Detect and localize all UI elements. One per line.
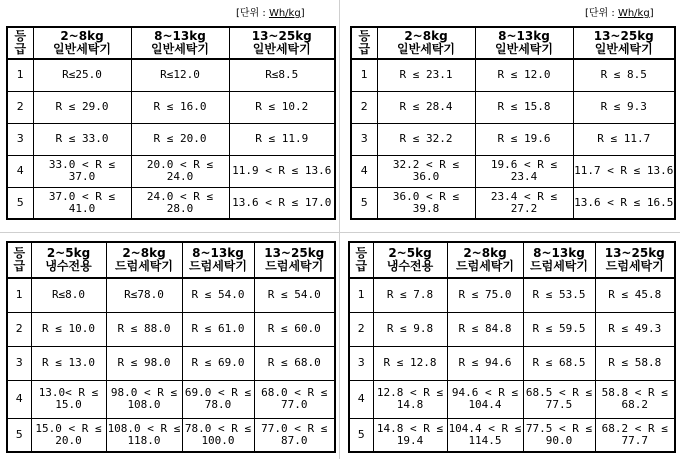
unit-prefix: [단위 : [585,8,618,19]
grade-cell: 2 [7,91,33,123]
unit-value: Wh/kg [268,8,301,19]
value-cell: 77.5 < R ≤ 90.0 [523,418,595,452]
value-cell: 11.9 < R ≤ 13.6 [229,155,335,187]
value-cell: 20.0 < R ≤ 24.0 [131,155,229,187]
grade-table-general-2 [350,26,676,220]
grade-cell: 5 [7,187,33,219]
column-header: 2~8kg 드럼세탁기 [106,242,182,278]
grade-cell: 5 [7,418,31,452]
value-cell: 98.0 < R ≤ 108.0 [106,380,182,418]
unit-prefix: [단위 : [236,8,269,19]
table-row [7,59,335,91]
table-row [7,418,335,452]
value-cell: R ≤ 45.8 [595,278,675,312]
column-header: 2~5kg 냉수전용 [373,242,447,278]
grade-cell: 3 [351,123,377,155]
value-cell: R ≤ 12.0 [475,59,573,91]
grade-header: 등 급 [349,242,373,278]
value-cell: R≤78.0 [106,278,182,312]
value-cell: R ≤ 20.0 [131,123,229,155]
table-row [349,278,675,312]
value-cell: 11.7 < R ≤ 13.6 [573,155,675,187]
value-cell: 94.6 < R ≤ 104.4 [447,380,523,418]
value-cell: R ≤ 9.8 [373,312,447,346]
unit-label-right [585,4,654,19]
value-cell: R ≤ 84.8 [447,312,523,346]
column-header: 8~13kg 드럼세탁기 [182,242,254,278]
value-cell: 69.0 < R ≤ 78.0 [182,380,254,418]
column-header: 13~25kg 드럼세탁기 [254,242,335,278]
table-row [7,123,335,155]
table-row [351,123,675,155]
table-row [7,278,335,312]
grade-cell: 4 [351,155,377,187]
column-header: 2~8kg 일반세탁기 [377,27,475,59]
value-cell: R ≤ 59.5 [523,312,595,346]
value-cell: 23.4 < R ≤ 27.2 [475,187,573,219]
table-row [7,91,335,123]
table-row [7,187,335,219]
value-cell: R ≤ 54.0 [182,278,254,312]
value-cell: 108.0 < R ≤ 118.0 [106,418,182,452]
grade-cell: 2 [349,312,373,346]
table-row [351,59,675,91]
value-cell: R ≤ 12.8 [373,346,447,380]
value-cell: 12.8 < R ≤ 14.8 [373,380,447,418]
grade-cell: 3 [7,346,31,380]
value-cell: 78.0 < R ≤ 100.0 [182,418,254,452]
value-cell: 68.2 < R ≤ 77.7 [595,418,675,452]
table-row [349,380,675,418]
horizontal-divider [0,232,680,233]
value-cell: R ≤ 98.0 [106,346,182,380]
grade-cell: 3 [7,123,33,155]
value-cell: R ≤ 33.0 [33,123,131,155]
value-cell: 58.8 < R ≤ 68.2 [595,380,675,418]
table-row [7,155,335,187]
value-cell: 24.0 < R ≤ 28.0 [131,187,229,219]
value-cell: 68.0 < R ≤ 77.0 [254,380,335,418]
grade-cell: 1 [351,59,377,91]
column-header: 13~25kg 드럼세탁기 [595,242,675,278]
value-cell: R ≤ 68.5 [523,346,595,380]
value-cell: R ≤ 23.1 [377,59,475,91]
unit-value: Wh/kg [617,8,650,19]
value-cell: R ≤ 53.5 [523,278,595,312]
grade-cell: 2 [351,91,377,123]
column-header: 8~13kg 일반세탁기 [131,27,229,59]
table-row [351,155,675,187]
value-cell: R ≤ 19.6 [475,123,573,155]
table-row [349,346,675,380]
grade-cell: 1 [7,278,31,312]
table-row [7,346,335,380]
value-cell: 13.6 < R ≤ 17.0 [229,187,335,219]
grade-header: 등 급 [7,27,33,59]
header-row [351,27,675,59]
value-cell: R ≤ 10.2 [229,91,335,123]
value-cell: 13.0< R ≤ 15.0 [31,380,106,418]
grade-cell: 4 [349,380,373,418]
grade-table-drum-1 [6,241,336,453]
value-cell: R ≤ 32.2 [377,123,475,155]
grade-cell: 5 [349,418,373,452]
value-cell: 36.0 < R ≤ 39.8 [377,187,475,219]
value-cell: R ≤ 13.0 [31,346,106,380]
value-cell: R ≤ 8.5 [573,59,675,91]
table-row [7,312,335,346]
value-cell: R≤25.0 [33,59,131,91]
grade-cell: 2 [7,312,31,346]
header-row [7,27,335,59]
value-cell: 13.6 < R ≤ 16.5 [573,187,675,219]
value-cell: R ≤ 94.6 [447,346,523,380]
table-row [7,380,335,418]
value-cell: R ≤ 16.0 [131,91,229,123]
grade-table-drum-2 [348,241,676,453]
table-row [351,187,675,219]
value-cell: R ≤ 69.0 [182,346,254,380]
column-header: 2~8kg 드럼세탁기 [447,242,523,278]
value-cell: 15.0 < R ≤ 20.0 [31,418,106,452]
value-cell: R ≤ 10.0 [31,312,106,346]
header-row [7,242,335,278]
value-cell: R ≤ 9.3 [573,91,675,123]
value-cell: 32.2 < R ≤ 36.0 [377,155,475,187]
header-row [349,242,675,278]
grade-cell: 1 [7,59,33,91]
value-cell: R ≤ 58.8 [595,346,675,380]
grade-cell: 4 [7,380,31,418]
value-cell: R ≤ 29.0 [33,91,131,123]
unit-label-left [236,4,305,19]
column-header: 2~5kg 냉수전용 [31,242,106,278]
grade-cell: 3 [349,346,373,380]
value-cell: R ≤ 28.4 [377,91,475,123]
column-header: 8~13kg 드럼세탁기 [523,242,595,278]
value-cell: R ≤ 60.0 [254,312,335,346]
vertical-divider [339,0,340,459]
table-row [351,91,675,123]
table-row [349,312,675,346]
grade-cell: 4 [7,155,33,187]
value-cell: R≤8.0 [31,278,106,312]
value-cell: 33.0 < R ≤ 37.0 [33,155,131,187]
table-row [349,418,675,452]
column-header: 8~13kg 일반세탁기 [475,27,573,59]
unit-suffix: ] [300,8,305,19]
grade-header: 등 급 [351,27,377,59]
value-cell: R ≤ 68.0 [254,346,335,380]
value-cell: 68.5 < R ≤ 77.5 [523,380,595,418]
column-header: 13~25kg 일반세탁기 [229,27,335,59]
column-header: 13~25kg 일반세탁기 [573,27,675,59]
value-cell: R ≤ 75.0 [447,278,523,312]
value-cell: 77.0 < R ≤ 87.0 [254,418,335,452]
value-cell: R≤8.5 [229,59,335,91]
value-cell: R ≤ 61.0 [182,312,254,346]
value-cell: R ≤ 7.8 [373,278,447,312]
grade-cell: 1 [349,278,373,312]
grade-header: 등 급 [7,242,31,278]
value-cell: R ≤ 15.8 [475,91,573,123]
value-cell: 19.6 < R ≤ 23.4 [475,155,573,187]
value-cell: R ≤ 54.0 [254,278,335,312]
value-cell: R ≤ 49.3 [595,312,675,346]
grade-cell: 5 [351,187,377,219]
value-cell: 104.4 < R ≤ 114.5 [447,418,523,452]
value-cell: 14.8 < R ≤ 19.4 [373,418,447,452]
value-cell: R ≤ 11.7 [573,123,675,155]
grade-table-general-1 [6,26,336,220]
value-cell: R ≤ 11.9 [229,123,335,155]
unit-suffix: ] [649,8,654,19]
value-cell: 37.0 < R ≤ 41.0 [33,187,131,219]
value-cell: R ≤ 88.0 [106,312,182,346]
value-cell: R≤12.0 [131,59,229,91]
column-header: 2~8kg 일반세탁기 [33,27,131,59]
